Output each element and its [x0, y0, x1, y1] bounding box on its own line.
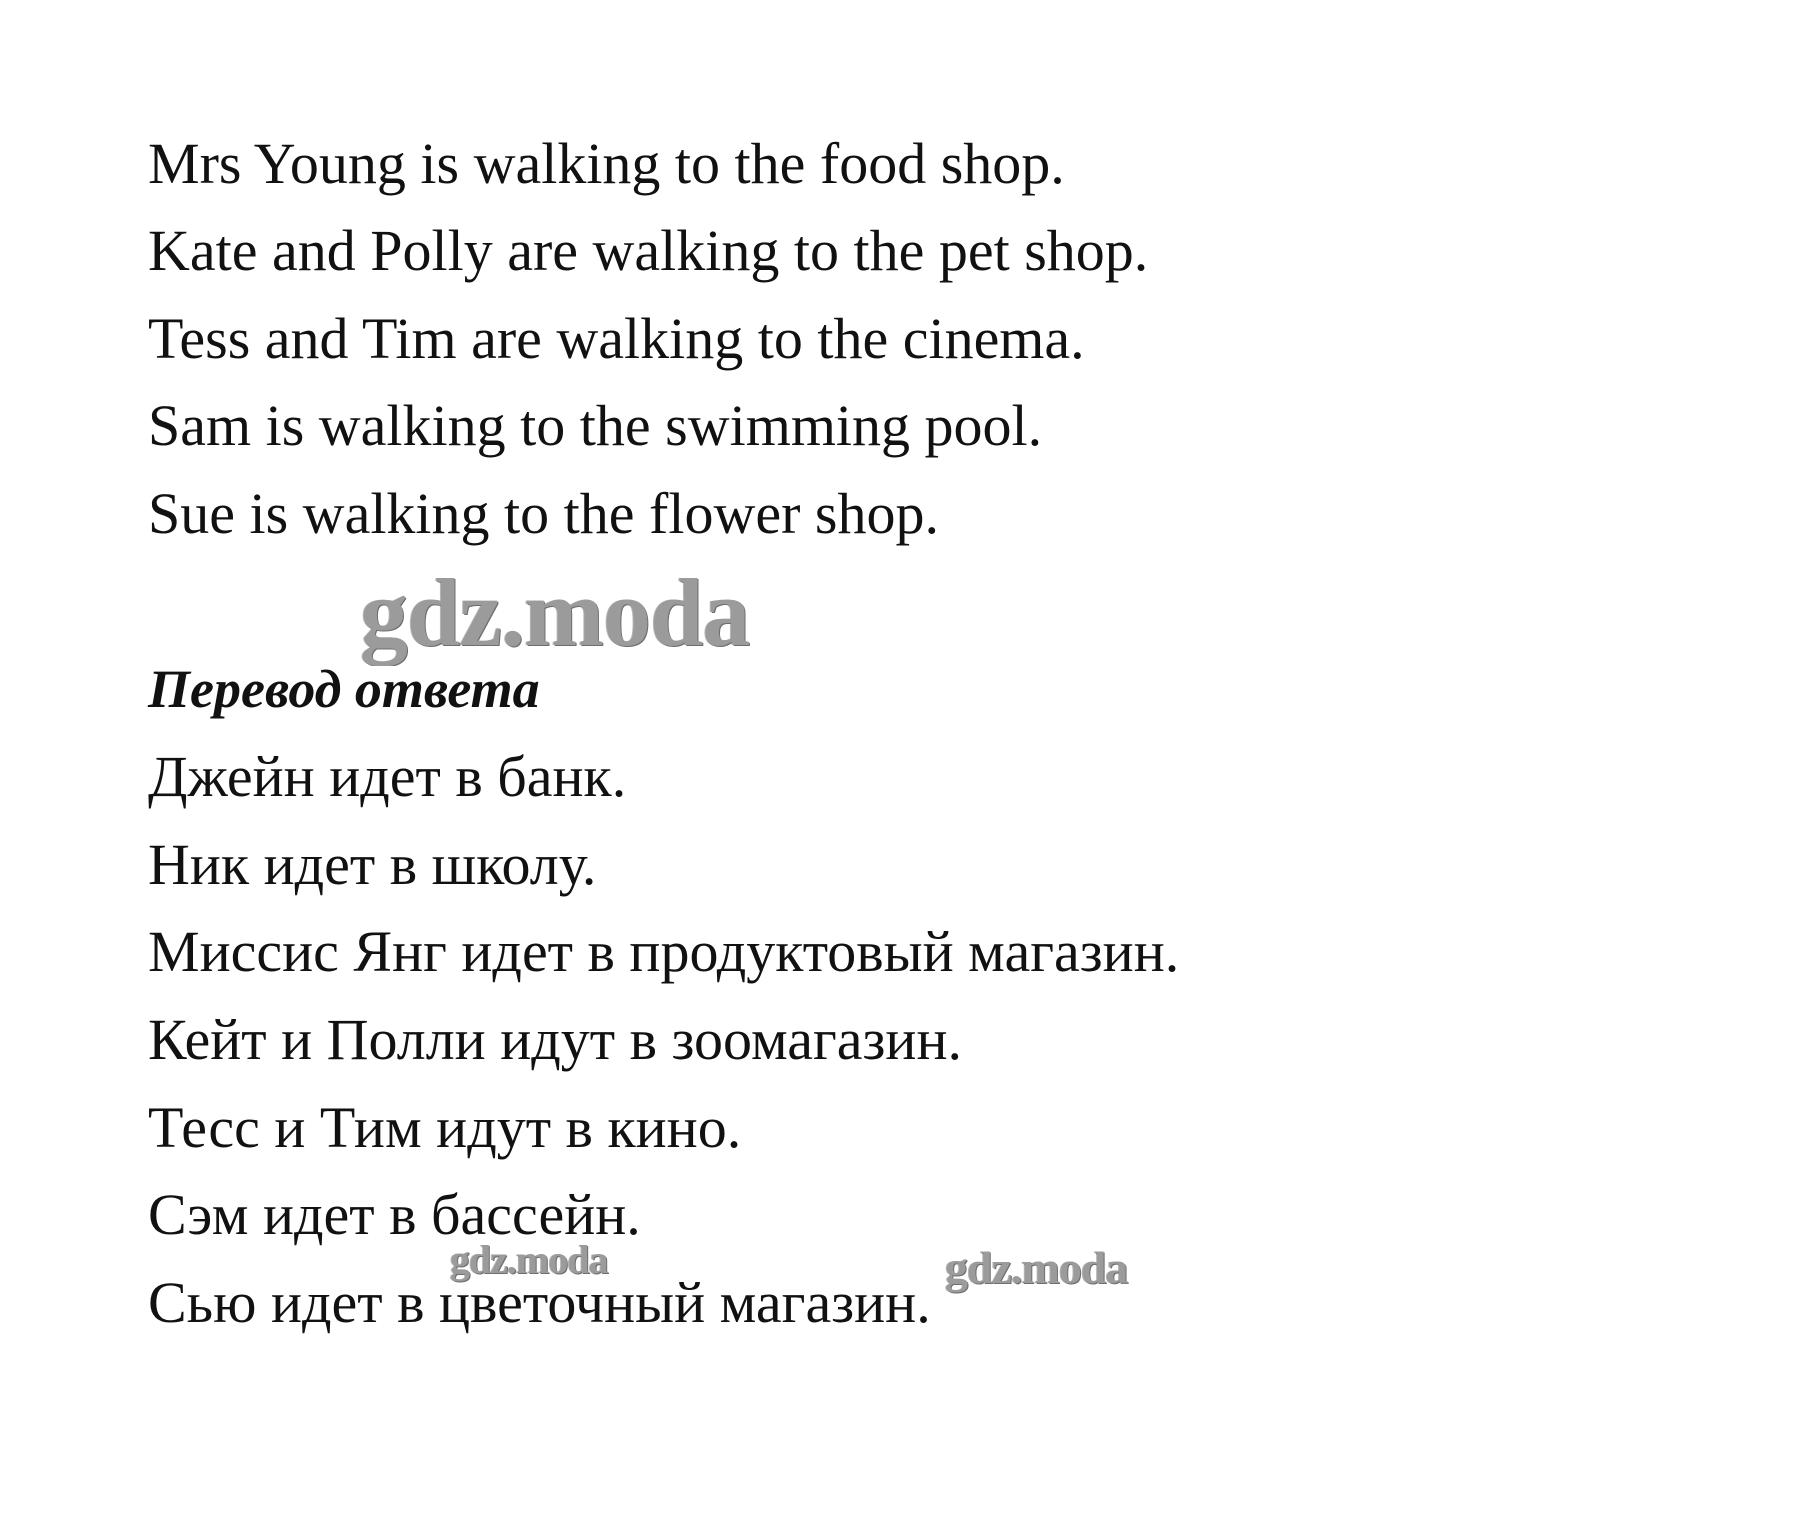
translation-line: Сэм идет в бассейн. [148, 1182, 641, 1247]
english-line: Mrs Young is walking to the food shop. [148, 131, 1065, 196]
translation-line: Джейн идет в банк. [148, 744, 627, 809]
watermark-logo: gdz.moda [945, 1242, 1128, 1293]
translation-heading: Перевод ответа [148, 659, 540, 719]
watermark-logo: gdz.moda [360, 559, 750, 666]
english-line: Sam is walking to the swimming pool. [148, 393, 1043, 458]
translation-line: Тесс и Тим идут в кино. [148, 1095, 742, 1160]
english-line: Sue is walking to the flower shop. [148, 481, 939, 546]
english-line: Kate and Polly are walking to the pet shop. [148, 218, 1149, 283]
english-line: Tess and Tim are walking to the cinema. [148, 306, 1085, 371]
translation-line: Сью идет в цветочный магазин. [148, 1270, 931, 1335]
translation-line: Кейт и Полли идут в зоомагазин. [148, 1007, 963, 1072]
translation-line: Миссис Янг идет в продуктовый магазин. [148, 919, 1180, 984]
translation-line: Ник идет в школу. [148, 832, 597, 897]
watermark-logo: gdz.moda [450, 1237, 608, 1282]
